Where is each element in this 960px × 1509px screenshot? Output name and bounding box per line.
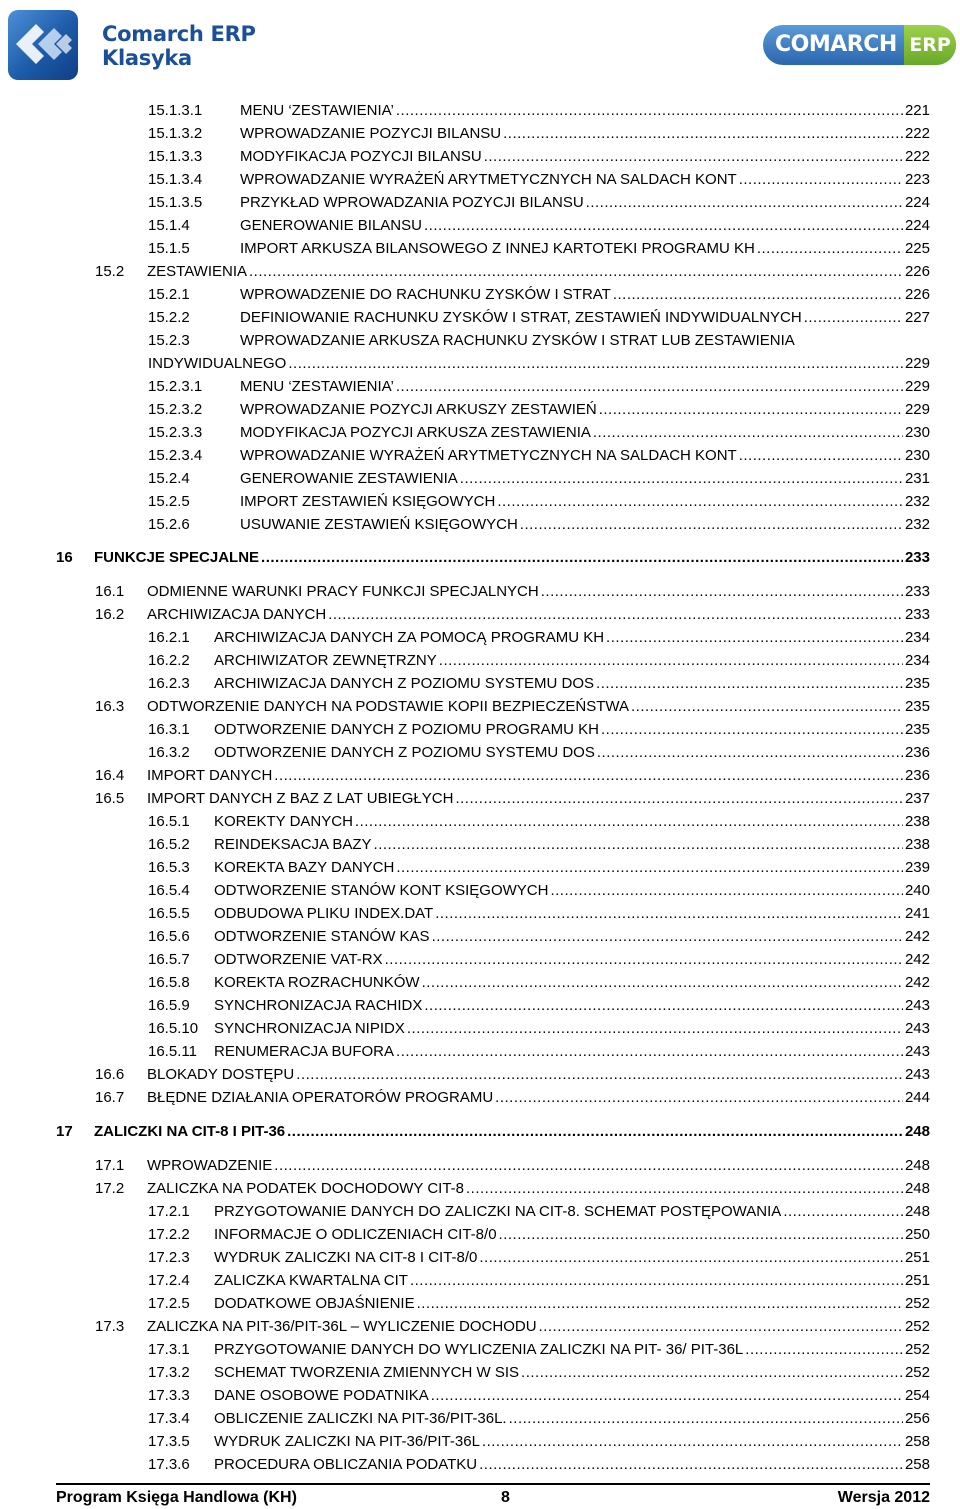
toc-entry-leader bbox=[296, 1066, 903, 1084]
toc-entry-leader bbox=[484, 148, 903, 166]
toc-entry[interactable] bbox=[148, 307, 930, 327]
toc-entry-page: 248 bbox=[904, 1123, 930, 1140]
toc-entry[interactable] bbox=[148, 926, 930, 946]
toc-entry-title: KOREKTA BAZY DANYCH bbox=[214, 859, 395, 876]
toc-entry-number: 16.4 bbox=[95, 767, 125, 784]
toc-entry-page: 229 bbox=[904, 401, 930, 418]
toc-entry-page: 224 bbox=[904, 217, 930, 234]
toc-entry-number: 15.1.3.3 bbox=[148, 148, 203, 165]
toc-entry[interactable] bbox=[148, 1293, 930, 1313]
toc-entry-title: ODTWORZENIE VAT-RX bbox=[214, 951, 383, 968]
toc-entry-title: OBLICZENIE ZALICZKI NA PIT-36/PIT-36L. bbox=[214, 1410, 507, 1427]
toc-entry-leader bbox=[596, 675, 903, 693]
toc-entry-page: 226 bbox=[904, 286, 930, 303]
toc-entry[interactable] bbox=[148, 1339, 930, 1359]
toc-entry-page: 258 bbox=[904, 1433, 930, 1450]
toc-entry-leader bbox=[410, 1272, 903, 1290]
toc-entry-number: 17.1 bbox=[95, 1157, 125, 1174]
toc-entry-page: 231 bbox=[904, 470, 930, 487]
toc-entry-leader bbox=[407, 1020, 903, 1038]
toc-entry-title: ODBUDOWA PLIKU INDEX.DAT bbox=[214, 905, 434, 922]
toc-entry-page: 236 bbox=[904, 767, 930, 784]
toc-entry-title: ARCHIWIZATOR ZEWNĘTRZNY bbox=[214, 652, 437, 669]
toc-entry-page: 252 bbox=[904, 1295, 930, 1312]
toc-entry-page: 248 bbox=[904, 1180, 930, 1197]
toc-entry-title: KOREKTY DANYCH bbox=[214, 813, 353, 830]
toc-entry-number: 15.2.3.3 bbox=[148, 424, 203, 441]
toc-entry-number: 16.6 bbox=[95, 1066, 125, 1083]
toc-entry-number: 17.2 bbox=[95, 1180, 125, 1197]
brand-title bbox=[102, 22, 256, 70]
toc-entry-page: 242 bbox=[904, 928, 930, 945]
toc-entry-number: 17.3.4 bbox=[148, 1410, 190, 1427]
toc-entry-title: IMPORT ZESTAWIEŃ KSIĘGOWYCH bbox=[240, 493, 496, 510]
toc-entry-title: SYNCHRONIZACJA NIPIDX bbox=[214, 1020, 405, 1037]
toc-entry[interactable] bbox=[148, 1270, 930, 1290]
toc-entry-title: DODATKOWE OBJAŚNIENIE bbox=[214, 1295, 415, 1312]
toc-entry-leader bbox=[431, 1387, 903, 1405]
toc-entry-number: 16.5.2 bbox=[148, 836, 190, 853]
toc-entry-number: 16.3.1 bbox=[148, 721, 190, 738]
toc-entry[interactable] bbox=[148, 1201, 930, 1221]
toc-entry-title: WPROWADZANIE POZYCJI BILANSU bbox=[240, 125, 502, 142]
toc-entry-title: WPROWADZANIE WYRAŻEŃ ARYTMETYCZNYCH NA SALDACH KONT bbox=[240, 171, 737, 188]
toc-entry-number: 16.2.3 bbox=[148, 675, 190, 692]
toc-entry-title: REINDEKSACJA BAZY bbox=[214, 836, 372, 853]
toc-entry-number: 15.1.3.4 bbox=[148, 171, 203, 188]
toc-entry-number: 16.2.1 bbox=[148, 629, 190, 646]
toc-entry-page: 222 bbox=[904, 125, 930, 142]
toc-entry-leader bbox=[287, 1123, 903, 1141]
toc-entry-title: ZALICZKI NA CIT-8 I PIT-36 bbox=[94, 1123, 286, 1140]
toc-entry-leader bbox=[541, 583, 903, 601]
toc-entry[interactable] bbox=[148, 445, 930, 465]
footer-page-number: 8 bbox=[501, 1489, 510, 1506]
toc-entry-leader bbox=[495, 1089, 903, 1107]
toc-entry-title: FUNKCJE SPECJALNE bbox=[94, 549, 260, 566]
toc-entry-title: PRZYKŁAD WPROWADZANIA POZYCJI BILANSU bbox=[240, 194, 584, 211]
toc-entry-leader bbox=[804, 309, 903, 327]
brand-line-2: Klasyka bbox=[102, 46, 192, 70]
toc-entry-number: 17.3.5 bbox=[148, 1433, 190, 1450]
toc-entry-title: GENEROWANIE BILANSU bbox=[240, 217, 422, 234]
footer-program-name: Program Księga Handlowa (KH) bbox=[56, 1489, 297, 1506]
toc-entry-number: 17.3 bbox=[95, 1318, 125, 1335]
toc-entry-title: DANE OSOBOWE PODATNIKA bbox=[214, 1387, 429, 1404]
toc-entry-page: 229 bbox=[904, 355, 930, 372]
toc-entry-leader bbox=[613, 286, 903, 304]
toc-entry-number: 16.2.2 bbox=[148, 652, 190, 669]
toc-entry[interactable] bbox=[148, 169, 930, 189]
toc-entry-title: ZESTAWIENIA bbox=[147, 263, 248, 280]
toc-entry-number: 16.2 bbox=[95, 606, 125, 623]
toc-entry-title: BŁĘDNE DZIAŁANIA OPERATORÓW PROGRAMU bbox=[147, 1089, 494, 1106]
toc-entry-page: 239 bbox=[904, 859, 930, 876]
toc-entry-number: 16.7 bbox=[95, 1089, 125, 1106]
toc-entry-title: GENEROWANIE ZESTAWIENIA bbox=[240, 470, 458, 487]
toc-entry-number: 15.2.4 bbox=[148, 470, 190, 487]
toc-entry-page: 243 bbox=[904, 997, 930, 1014]
toc-entry[interactable] bbox=[148, 903, 930, 923]
toc-entry-page: 221 bbox=[904, 102, 930, 119]
toc-entry[interactable] bbox=[148, 1385, 930, 1405]
toc-entry-title: ODTWORZENIE DANYCH Z POZIOMU PROGRAMU KH bbox=[214, 721, 600, 738]
toc-entry-leader bbox=[374, 836, 903, 854]
toc-entry[interactable] bbox=[95, 261, 930, 281]
toc-entry-title: RENUMERACJA BUFORA bbox=[214, 1043, 395, 1060]
toc-entry-number: 15.2.3.1 bbox=[148, 378, 203, 395]
toc-entry-leader bbox=[739, 447, 903, 465]
toc-entry[interactable] bbox=[148, 284, 930, 304]
toc-entry[interactable] bbox=[148, 834, 930, 854]
toc-entry-leader bbox=[597, 744, 903, 762]
toc-entry-leader bbox=[479, 1249, 903, 1267]
toc-entry-page: 254 bbox=[904, 1387, 930, 1404]
toc-entry[interactable] bbox=[95, 765, 930, 785]
toc-entry[interactable] bbox=[148, 880, 930, 900]
toc-entry-title: ODTWORZENIE STANÓW KAS bbox=[214, 928, 430, 945]
toc-entry[interactable] bbox=[148, 1224, 930, 1244]
toc-entry-leader bbox=[328, 606, 903, 624]
toc-entry[interactable] bbox=[148, 514, 930, 534]
toc-entry[interactable] bbox=[148, 1408, 930, 1428]
toc-entry-title: WYDRUK ZALICZKI NA CIT-8 I CIT-8/0 bbox=[214, 1249, 478, 1266]
toc-entry-title: IMPORT ARKUSZA BILANSOWEGO Z INNEJ KARTOTEKI PROGRAMU KH bbox=[240, 240, 755, 257]
toc-entry-number: 15.2.1 bbox=[148, 286, 190, 303]
toc-entry-title: WPROWADZANIE ARKUSZA RACHUNKU ZYSKÓW I STRAT LUB ZESTAWIENIA bbox=[240, 332, 795, 349]
toc-entry-number: 16.5.7 bbox=[148, 951, 190, 968]
toc-entry-leader bbox=[435, 905, 903, 923]
toc-entry-page: 252 bbox=[904, 1341, 930, 1358]
toc-entry-title: USUWANIE ZESTAWIEŃ KSIĘGOWYCH bbox=[240, 516, 518, 533]
toc-entry-leader bbox=[460, 470, 903, 488]
page-footer bbox=[56, 1483, 930, 1509]
toc-entry[interactable] bbox=[148, 399, 930, 419]
toc-entry-leader bbox=[396, 859, 903, 877]
toc-entry-leader bbox=[274, 1157, 903, 1175]
toc-entry-number: 17.2.3 bbox=[148, 1249, 190, 1266]
toc-entry[interactable] bbox=[148, 1454, 930, 1474]
toc-entry[interactable] bbox=[56, 547, 930, 567]
toc-entry-leader bbox=[521, 1364, 903, 1382]
toc-entry-leader bbox=[499, 1226, 903, 1244]
toc-entry[interactable] bbox=[95, 788, 930, 808]
toc-entry-leader bbox=[745, 1341, 903, 1359]
toc-entry-number: 15.2.3 bbox=[148, 332, 190, 349]
toc-entry-number: 16 bbox=[56, 549, 73, 566]
toc-entry-title: INFORMACJE O ODLICZENIACH CIT-8/0 bbox=[214, 1226, 497, 1243]
toc-entry-number: 15.1.3.1 bbox=[148, 102, 203, 119]
toc-entry-title: WPROWADZENIE DO RACHUNKU ZYSKÓW I STRAT bbox=[240, 286, 611, 303]
toc-entry-number: 16.1 bbox=[95, 583, 125, 600]
toc-entry-title: SCHEMAT TWORZENIA ZMIENNYCH W SIS bbox=[214, 1364, 520, 1381]
toc-entry-title: ODTWORZENIE DANYCH Z POZIOMU SYSTEMU DOS bbox=[214, 744, 595, 761]
logo-badge: ERP bbox=[904, 25, 956, 65]
toc-entry-number: 16.5.10 bbox=[148, 1020, 199, 1037]
toc-entry-page: 234 bbox=[904, 629, 930, 646]
toc-entry[interactable] bbox=[95, 1316, 930, 1336]
toc-entry-page: 236 bbox=[904, 744, 930, 761]
toc-entry-number: 15.1.3.5 bbox=[148, 194, 203, 211]
comarch-erp-logo bbox=[763, 25, 956, 65]
toc-entry-title: ARCHIWIZACJA DANYCH bbox=[147, 606, 327, 623]
toc-entry[interactable] bbox=[95, 696, 930, 716]
toc-entry-leader bbox=[599, 401, 903, 419]
toc-entry-page: 244 bbox=[904, 1089, 930, 1106]
toc-entry-leader bbox=[739, 171, 903, 189]
toc-entry-page: 256 bbox=[904, 1410, 930, 1427]
toc-entry-page: 243 bbox=[904, 1066, 930, 1083]
toc-entry-page: 233 bbox=[904, 549, 930, 566]
toc-entry[interactable] bbox=[95, 604, 930, 624]
toc-entry-leader bbox=[586, 194, 903, 212]
toc-entry[interactable] bbox=[148, 192, 930, 212]
toc-entry[interactable] bbox=[148, 949, 930, 969]
toc-entry[interactable] bbox=[148, 811, 930, 831]
toc-entry-leader bbox=[396, 378, 903, 396]
toc-entry-page: 232 bbox=[904, 516, 930, 533]
toc-entry[interactable] bbox=[148, 972, 930, 992]
toc-entry-page: 242 bbox=[904, 951, 930, 968]
toc-entry-page: 222 bbox=[904, 148, 930, 165]
toc-entry-number: 17 bbox=[56, 1123, 73, 1140]
toc-entry-title: KOREKTA ROZRACHUNKÓW bbox=[214, 974, 420, 991]
toc-entry-title: SYNCHRONIZACJA RACHIDX bbox=[214, 997, 423, 1014]
toc-entry-leader bbox=[497, 493, 903, 511]
toc-entry[interactable] bbox=[148, 146, 930, 166]
toc-entry[interactable] bbox=[148, 330, 930, 350]
toc-entry-number: 16.5.3 bbox=[148, 859, 190, 876]
toc-entry-leader bbox=[466, 1180, 903, 1198]
toc-entry-page: 233 bbox=[904, 583, 930, 600]
toc-entry-leader bbox=[385, 951, 903, 969]
toc-entry[interactable] bbox=[95, 1178, 930, 1198]
toc-entry-number: 17.2.2 bbox=[148, 1226, 190, 1243]
toc-entry-title: PRZYGOTOWANIE DANYCH DO WYLICZENIA ZALICZKI NA PIT- 36/ PIT-36L bbox=[214, 1341, 744, 1358]
toc-entry-leader bbox=[482, 1433, 903, 1451]
toc-entry[interactable] bbox=[95, 1087, 930, 1107]
toc-entry-page: 232 bbox=[904, 493, 930, 510]
toc-entry-page: 248 bbox=[904, 1203, 930, 1220]
toc-entry-page: 235 bbox=[904, 721, 930, 738]
toc-entry-number: 15.1.4 bbox=[148, 217, 190, 234]
toc-entry[interactable] bbox=[148, 1041, 930, 1061]
logo-word: COMARCH bbox=[775, 32, 897, 57]
toc-entry-page: 248 bbox=[904, 1157, 930, 1174]
toc-entry-page: 227 bbox=[904, 309, 930, 326]
toc-entry-number: 15.2.5 bbox=[148, 493, 190, 510]
toc-entry-number: 16.3.2 bbox=[148, 744, 190, 761]
toc-entry-leader bbox=[479, 1456, 903, 1474]
toc-entry[interactable] bbox=[148, 422, 930, 442]
toc-entry-leader bbox=[288, 355, 903, 373]
toc-entry[interactable] bbox=[148, 1247, 930, 1267]
toc-entry-number: 16.5.4 bbox=[148, 882, 190, 899]
toc-entry-page: 258 bbox=[904, 1456, 930, 1473]
toc-entry-leader bbox=[417, 1295, 903, 1313]
toc-entry-title: MODYFIKACJA POZYCJI ARKUSZA ZESTAWIENIA bbox=[240, 424, 591, 441]
toc-entry-page: 241 bbox=[904, 905, 930, 922]
toc-entry-title: MENU ‘ZESTAWIENIA’ bbox=[240, 102, 394, 119]
toc-entry-title: WYDRUK ZALICZKI NA PIT-36/PIT-36L bbox=[214, 1433, 480, 1450]
toc-entry[interactable] bbox=[148, 1018, 930, 1038]
toc-entry-title: ODMIENNE WARUNKI PRACY FUNKCJI SPECJALNYCH bbox=[147, 583, 539, 600]
toc-entry-page: 229 bbox=[904, 378, 930, 395]
toc-entry-page: 230 bbox=[904, 447, 930, 464]
toc-entry-number: 17.2.5 bbox=[148, 1295, 190, 1312]
toc-entry[interactable] bbox=[56, 1121, 930, 1141]
toc-entry[interactable] bbox=[95, 1064, 930, 1084]
toc-entry-leader bbox=[783, 1203, 903, 1221]
toc-entry-leader bbox=[550, 882, 903, 900]
toc-entry-number: 16.5.9 bbox=[148, 997, 190, 1014]
toc-entry-number: 17.3.6 bbox=[148, 1456, 190, 1473]
toc-entry-leader bbox=[432, 928, 903, 946]
toc-entry[interactable] bbox=[148, 719, 930, 739]
toc-entry-title: ARCHIWIZACJA DANYCH Z POZIOMU SYSTEMU DOS bbox=[214, 675, 595, 692]
toc-entry-number: 17.3.3 bbox=[148, 1387, 190, 1404]
toc-entry-number: 15.2.6 bbox=[148, 516, 190, 533]
toc-entry-title: IMPORT DANYCH Z BAZ Z LAT UBIEGŁYCH bbox=[147, 790, 454, 807]
toc-entry-title: WPROWADZANIE WYRAŻEŃ ARYTMETYCZNYCH NA SALDACH KONT bbox=[240, 447, 737, 464]
toc-entry[interactable] bbox=[148, 673, 930, 693]
toc-entry-number: 15.1.3.2 bbox=[148, 125, 203, 142]
toc-entry-title: ODTWORZENIE DANYCH NA PODSTAWIE KOPII BEZPIECZEŃSTWA bbox=[147, 698, 629, 715]
toc-entry-title: WPROWADZENIE bbox=[147, 1157, 273, 1174]
toc-entry-leader bbox=[520, 516, 903, 534]
toc-entry-page: 251 bbox=[904, 1249, 930, 1266]
toc-entry-page: 238 bbox=[904, 836, 930, 853]
toc-entry-number: 16.5 bbox=[95, 790, 125, 807]
toc-entry[interactable] bbox=[148, 650, 930, 670]
toc-entry-page: 233 bbox=[904, 606, 930, 623]
toc-entry[interactable] bbox=[148, 742, 930, 762]
toc-entry-title: IMPORT DANYCH bbox=[147, 767, 273, 784]
toc-entry-page: 252 bbox=[904, 1364, 930, 1381]
toc-entry-leader bbox=[606, 629, 903, 647]
toc-entry-title: DEFINIOWANIE RACHUNKU ZYSKÓW I STRAT, ZESTAWIEŃ INDYWIDUALNYCH bbox=[240, 309, 802, 326]
toc-entry-leader bbox=[274, 767, 903, 785]
toc-entry-number: 17.3.1 bbox=[148, 1341, 190, 1358]
toc-entry-page: 226 bbox=[904, 263, 930, 280]
toc-entry-leader bbox=[396, 1043, 903, 1061]
toc-entry[interactable] bbox=[148, 1431, 930, 1451]
toc-entry-number: 16.5.5 bbox=[148, 905, 190, 922]
toc-entry-number: 17.3.2 bbox=[148, 1364, 190, 1381]
toc-entry-title: BLOKADY DOSTĘPU bbox=[147, 1066, 295, 1083]
toc-entry[interactable] bbox=[148, 995, 930, 1015]
toc-entry-page: 235 bbox=[904, 675, 930, 692]
toc-entry-title: PRZYGOTOWANIE DANYCH DO ZALICZKI NA CIT-8. SCHEMAT POSTĘPOWANIA bbox=[214, 1203, 782, 1220]
toc-entry-page: 240 bbox=[904, 882, 930, 899]
toc-entry-title: ZALICZKA KWARTALNA CIT bbox=[214, 1272, 408, 1289]
toc-entry-page: 230 bbox=[904, 424, 930, 441]
toc-entry-title: MODYFIKACJA POZYCJI BILANSU bbox=[240, 148, 482, 165]
toc-entry-number: 16.5.11 bbox=[148, 1043, 197, 1060]
toc-entry-leader bbox=[355, 813, 903, 831]
toc-entry-number: 15.2 bbox=[95, 263, 125, 280]
toc-entry-number: 16.3 bbox=[95, 698, 125, 715]
toc-entry[interactable] bbox=[148, 100, 930, 120]
toc-entry-leader bbox=[396, 102, 903, 120]
toc-entry-leader bbox=[593, 424, 903, 442]
toc-entry[interactable] bbox=[95, 1155, 930, 1175]
toc-entry-title: ODTWORZENIE STANÓW KONT KSIĘGOWYCH bbox=[214, 882, 549, 899]
toc-entry[interactable] bbox=[148, 215, 930, 235]
toc-entry-page: 224 bbox=[904, 194, 930, 211]
toc-entry-leader bbox=[539, 1318, 903, 1336]
toc-entry-page: 223 bbox=[904, 171, 930, 188]
toc-entry-number: 15.2.2 bbox=[148, 309, 190, 326]
toc-entry-number: 16.5.8 bbox=[148, 974, 190, 991]
toc-entry[interactable] bbox=[148, 238, 930, 258]
toc-entry-leader bbox=[503, 125, 903, 143]
toc-entry-number: 16.5.6 bbox=[148, 928, 190, 945]
toc-entry-leader bbox=[439, 652, 903, 670]
toc-entry[interactable] bbox=[95, 581, 930, 601]
toc-entry-leader bbox=[757, 240, 903, 258]
toc-entry-page: 237 bbox=[904, 790, 930, 807]
toc-entry-leader bbox=[631, 698, 903, 716]
toc-entry[interactable] bbox=[148, 1362, 930, 1382]
toc-entry-number: 17.2.1 bbox=[148, 1203, 190, 1220]
toc-entry-page: 234 bbox=[904, 652, 930, 669]
toc-entry-title: MENU ‘ZESTAWIENIA’ bbox=[240, 378, 394, 395]
toc-entry-leader bbox=[261, 549, 903, 567]
toc-entry[interactable] bbox=[148, 468, 930, 488]
toc-entry-leader bbox=[424, 217, 903, 235]
toc-entry-number: 15.2.3.4 bbox=[148, 447, 203, 464]
toc-entry-title: PROCEDURA OBLICZANIA PODATKU bbox=[214, 1456, 478, 1473]
comarch-app-logo-icon bbox=[8, 10, 78, 80]
toc-entry-page: 238 bbox=[904, 813, 930, 830]
toc-entry-page: 243 bbox=[904, 1020, 930, 1037]
toc-entry[interactable] bbox=[148, 627, 930, 647]
toc-entry-page: 251 bbox=[904, 1272, 930, 1289]
brand-line-1: Comarch ERP bbox=[102, 22, 256, 46]
toc-entry-leader bbox=[424, 997, 903, 1015]
toc-entry-number: 17.2.4 bbox=[148, 1272, 190, 1289]
toc-entry-number: 15.2.3.2 bbox=[148, 401, 203, 418]
toc-entry-title: ARCHIWIZACJA DANYCH ZA POMOCĄ PROGRAMU KH bbox=[214, 629, 605, 646]
toc-entry[interactable] bbox=[148, 376, 930, 396]
toc-entry-title: ZALICZKA NA PODATEK DOCHODOWY CIT-8 bbox=[147, 1180, 464, 1197]
toc-entry[interactable] bbox=[148, 857, 930, 877]
toc-entry-leader bbox=[455, 790, 903, 808]
toc-entry-page: 242 bbox=[904, 974, 930, 991]
toc-entry-leader bbox=[601, 721, 903, 739]
toc-entry-page: 243 bbox=[904, 1043, 930, 1060]
toc-entry-title: WPROWADZANIE POZYCJI ARKUSZY ZESTAWIEŃ bbox=[240, 401, 597, 418]
toc-entry-number: 15.1.5 bbox=[148, 240, 190, 257]
toc-entry-leader bbox=[422, 974, 903, 992]
toc-entry-title: ZALICZKA NA PIT-36/PIT-36L – WYLICZENIE DOCHODU bbox=[147, 1318, 537, 1335]
toc-entry-leader bbox=[509, 1410, 903, 1428]
toc-entry-page: 235 bbox=[904, 698, 930, 715]
toc-entry-page: 252 bbox=[904, 1318, 930, 1335]
toc-entry-page: 225 bbox=[904, 240, 930, 257]
toc-entry-page: 250 bbox=[904, 1226, 930, 1243]
toc-entry[interactable] bbox=[148, 123, 930, 143]
toc-entry-number: 16.5.1 bbox=[148, 813, 190, 830]
toc-entry[interactable] bbox=[148, 491, 930, 511]
toc-entry-leader bbox=[249, 263, 903, 281]
toc-entry[interactable] bbox=[148, 353, 930, 373]
footer-version: Wersja 2012 bbox=[837, 1489, 930, 1506]
toc-entry-title: INDYWIDUALNEGO bbox=[148, 355, 287, 372]
